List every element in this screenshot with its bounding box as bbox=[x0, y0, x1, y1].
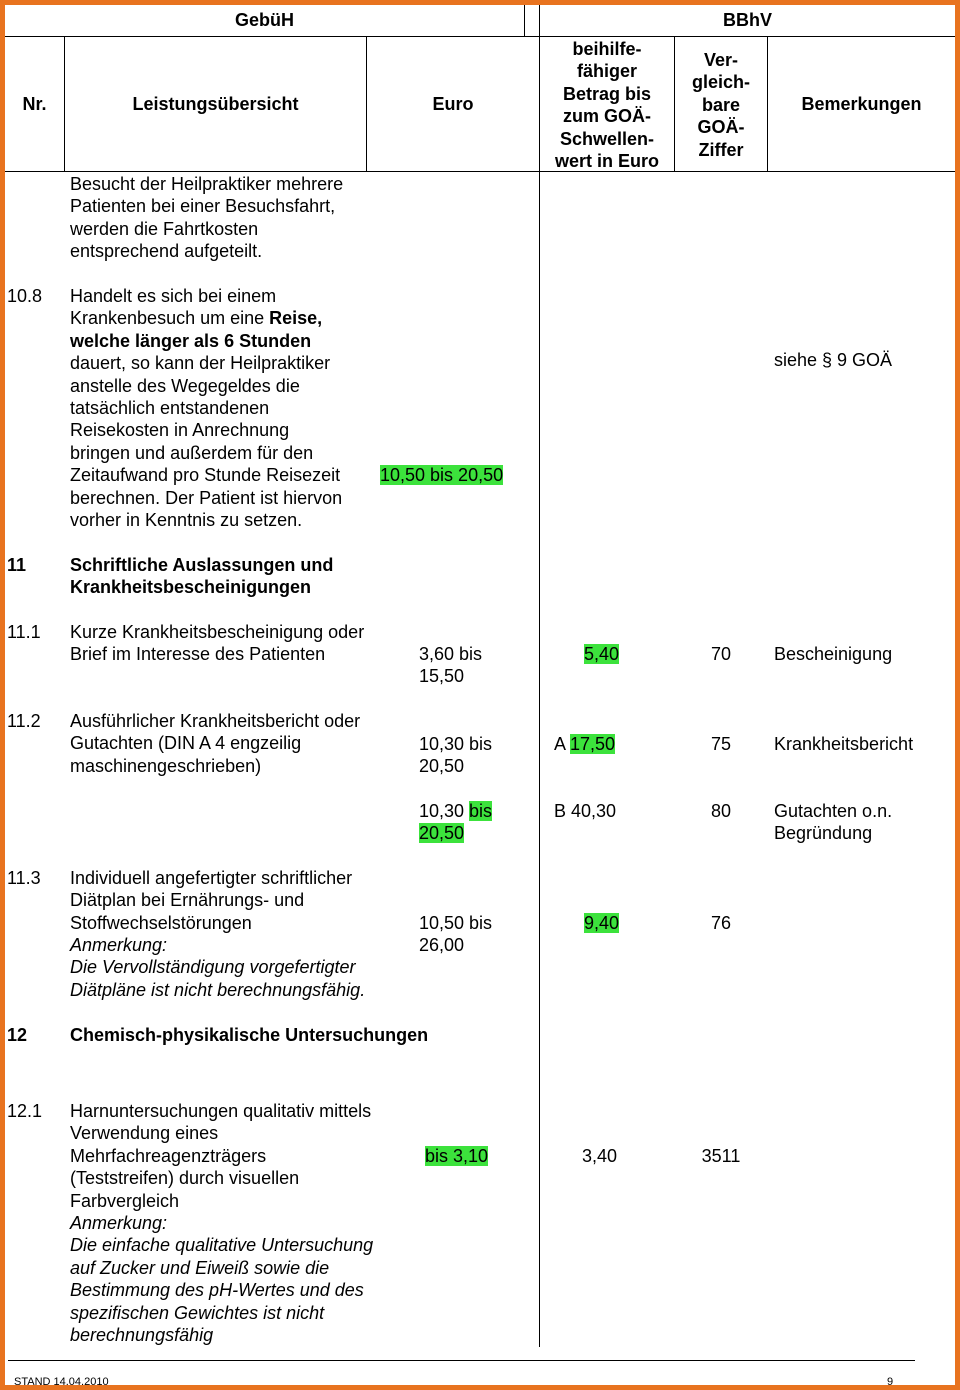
bbhv-left-divider bbox=[539, 5, 540, 1347]
row-10-8-bemerkung: siehe § 9 GOÄ bbox=[774, 350, 893, 370]
row-12-1-nr: 12.1 bbox=[7, 1101, 43, 1121]
row-11-2-euro: 10,30 bis 20,50 bbox=[419, 734, 493, 777]
row-10-8-nr: 10.8 bbox=[7, 286, 43, 306]
row-11-3-ziffer: 76 bbox=[710, 913, 732, 933]
row-11-1-text: Kurze Krankheitsbescheinigung oder Brief im Interesse des Patienten bbox=[70, 622, 365, 665]
row-11-2-bemerkung: Krankheitsbericht bbox=[774, 734, 914, 754]
row-11-3-text: Individuell angefertigter schriftlicher Diätplan bei Ernährungs- und Stoffwechselstörungen bbox=[70, 868, 353, 933]
footer-stand: STAND 14.04.2010 bbox=[14, 1376, 109, 1385]
col-nr-header: Nr. bbox=[22, 94, 47, 114]
col-ziffer-header: Ver- gleich- bare GOÄ- Ziffer bbox=[691, 50, 750, 160]
gebueh-right-divider bbox=[524, 5, 525, 36]
row-11-3-beihilfe: 9,40 bbox=[583, 913, 619, 933]
row-11-1-nr: 11.1 bbox=[7, 622, 41, 642]
row-11-3-nr: 11.3 bbox=[7, 868, 41, 888]
row-11-3-euro: 10,50 bis 26,00 bbox=[419, 913, 493, 956]
gebueh-header: GebüH bbox=[234, 10, 294, 30]
row-12-1-text: Harnuntersuchungen qualitativ mittels Verwendung eines Mehrfachreagenzträgers (Teststreifen) durch visuellen Farbvergleich bbox=[70, 1101, 372, 1211]
row-11-text: Schriftliche Auslassungen und Krankheitsbescheinigungen bbox=[70, 555, 334, 598]
intro-text: Besucht der Heilpraktiker mehrere Patienten bei einer Besuchsfahrt, werden die Fahrtkosten entsprechend aufgeteilt. bbox=[70, 174, 344, 262]
header-bottom-rule bbox=[5, 171, 955, 172]
footer-rule bbox=[8, 1360, 915, 1361]
row-11-2b-euro: 10,30 bis 20,50 bbox=[419, 801, 493, 844]
row-11-1-ziffer: 70 bbox=[710, 644, 732, 664]
col-bemerkungen-header: Bemerkungen bbox=[801, 94, 922, 114]
bbhv-header: BBhV bbox=[723, 10, 772, 30]
document-page bbox=[5, 5, 955, 1385]
row-11-2-beihilfe: A 17,50 bbox=[554, 734, 616, 754]
col-leistung-header: Leistungsübersicht bbox=[132, 94, 299, 114]
header-top-rule bbox=[5, 36, 955, 37]
row-12-1-euro: bis 3,10 bbox=[425, 1146, 489, 1166]
row-11-2b-bemerkung: Gutachten o.n. Begründung bbox=[774, 801, 893, 844]
row-11-3-note: Anmerkung: Die Vervollständigung vorgefertigter Diätpläne ist nicht berechnungsfähig. bbox=[70, 935, 366, 1000]
row-12-nr: 12 bbox=[7, 1025, 28, 1045]
row-12-text: Chemisch-physikalische Untersuchungen bbox=[70, 1025, 429, 1045]
row-12-1-beihilfe: 3,40 bbox=[582, 1146, 618, 1166]
footer-page-number: 9 bbox=[887, 1376, 894, 1385]
row-10-8-text: Handelt es sich bei einem Krankenbesuch um eine Reise, welche länger als 6 Stunden dauert, so kann der Heilpraktiker anstelle des Wegegeldes die tatsächlich entstandenen Reisekosten in Anrechnung bringen und außerdem für den Zeitaufwand pro Stunde Reisezeit berechnen. Der Patient ist hiervon vorher in Kenntnis zu setzen. bbox=[70, 286, 343, 531]
row-11-2b-ziffer: 80 bbox=[710, 801, 732, 821]
row-11-2b-beihilfe: B 40,30 bbox=[554, 801, 617, 821]
row-11-nr: 11 bbox=[7, 555, 27, 575]
row-11-1-euro: 3,60 bis 15,50 bbox=[419, 644, 483, 687]
row-11-1-beihilfe: 5,40 bbox=[583, 644, 619, 664]
row-11-2-ziffer: 75 bbox=[710, 734, 732, 754]
row-11-1-bemerkung: Bescheinigung bbox=[774, 644, 893, 664]
row-12-1-ziffer: 3511 bbox=[701, 1146, 741, 1166]
col-beihilfe-header: beihilfe- fähiger Betrag bis zum GOÄ- Schwellen- wert in Euro bbox=[554, 39, 659, 172]
row-12-1-note: Anmerkung: Die einfache qualitative Untersuchung auf Zucker und Eiweiß sowie die Bestimmung des pH-Wertes und des spezifischen Gewichtes ist nicht berechnungsfähig bbox=[70, 1213, 374, 1346]
row-11-2-nr: 11.2 bbox=[7, 711, 41, 731]
col-euro-header: Euro bbox=[432, 94, 474, 114]
row-10-8-euro: 10,50 bis 20,50 bbox=[380, 465, 504, 485]
row-11-2-text: Ausführlicher Krankheitsbericht oder Gutachten (DIN A 4 engzeilig maschinengeschrieben) bbox=[70, 711, 361, 776]
